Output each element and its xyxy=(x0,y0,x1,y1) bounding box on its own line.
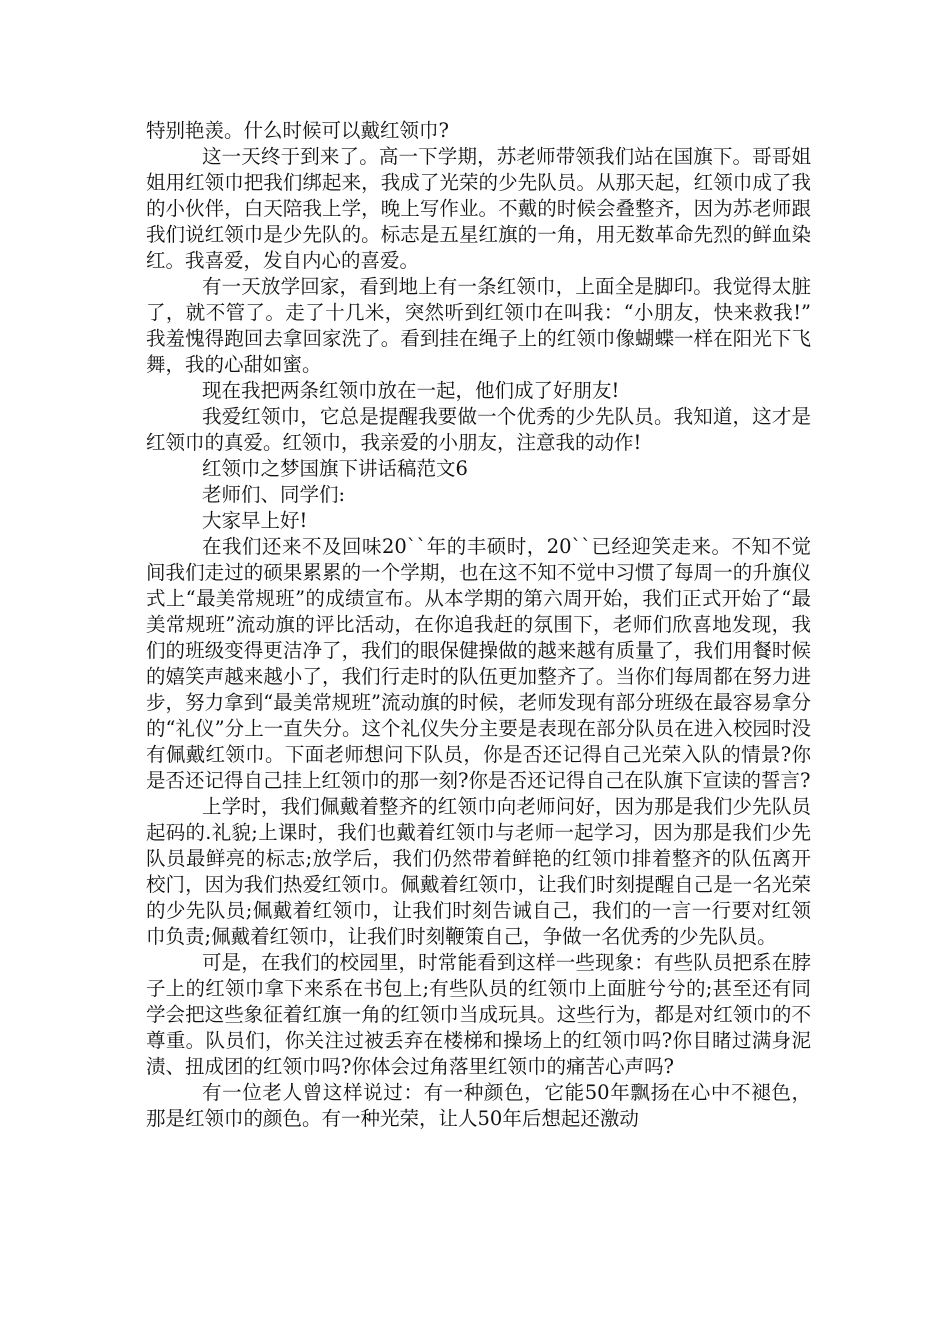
paragraph-7: 上学时，我们佩戴着整齐的红领巾向老师问好，因为那是我们少先队员起码的.礼貌;上课时，我们也戴着红领巾与老师一起学习，因为那是我们少先队员最鲜亮的标志;放学后，我们仍然带着鲜艳的红领巾排着整齐的队伍离开校门，因为我们热爱红领巾。佩戴着红领巾，让我们时刻提醒自己是一名光荣的少先队员;佩戴着红领巾，让我们时刻告诫自己，我们的一言一行要对红领巾负责;佩戴着红领巾，让我们时刻鞭策自己，争做一名优秀的少先队员。 xyxy=(146,795,811,948)
paragraph-6: 在我们还来不及回味20``年的丰硕时，20``已经迎笑走来。不知不觉间我们走过的硕果累累的一个学期，也在这不知不觉中习惯了每周一的升旗仪式上“最美常规班”的成绩宣布。从本学期的第六周开始，我们正式开始了“最美常规班”流动旗的评比活动，在你追我赶的氛围下，老师们欣喜地发现，我们的班级变得更洁净了，我们的眼保健操做的越来越有质量了，我们用餐时候的嬉笑声越来越小了，我们行走时的队伍更加整齐了。当你们每周都在努力进步，努力拿到“最美常规班”流动旗的时候，老师发现有部分班级在最容易拿分的“礼仪”分上一直失分。这个礼仪失分主要是表现在部分队员在进入校园时没有佩戴红领巾。下面老师想问下队员，你是否还记得自己光荣入队的情景?你是否还记得自己挂上红领巾的那一刻?你是否还记得自己在队旗下宣读的誓言? xyxy=(146,535,811,792)
paragraph-4: 现在我把两条红领巾放在一起，他们成了好朋友! xyxy=(202,379,620,402)
paragraph-1: 特别艳羡。什么时候可以戴红领巾? xyxy=(146,119,449,142)
paragraph-8: 可是，在我们的校园里，时常能看到这样一些现象：有些队员把系在脖子上的红领巾拿下来系在书包上;有些队员的红领巾上面脏兮兮的;甚至还有同学会把这些象征着红旗一角的红领巾当成玩具。这些行为，都是对红领巾的不尊重。队员们，你关注过被丢弃在楼梯和操场上的红领巾吗?你目睹过满身泥渍、扭成团的红领巾吗?你体会过角落里红领巾的痛苦心声吗? xyxy=(146,951,811,1078)
paragraph-9: 有一位老人曾这样说过：有一种颜色，它能50年飘扬在心中不褪色，那是红领巾的颜色。有一种光荣，让人50年后想起还激动 xyxy=(146,1081,811,1130)
paragraph-5: 我爱红领巾，它总是提醒我要做一个优秀的少先队员。我知道，这才是红领巾的真爱。红领巾，我亲爱的小朋友，注意我的动作! xyxy=(146,405,811,454)
salutation: 老师们、同学们: xyxy=(202,483,346,506)
document-body xyxy=(146,118,811,1132)
paragraph-3: 有一天放学回家，看到地上有一条红领巾，上面全是脚印。我觉得太脏了，就不管了。走了十几米，突然听到红领巾在叫我：“小朋友，快来救我!”我羞愧得跑回去拿回家洗了。看到挂在绳子上的红领巾像蝴蝶一样在阳光下飞舞，我的心甜如蜜。 xyxy=(146,275,811,376)
section-heading: 红领巾之梦国旗下讲话稿范文6 xyxy=(202,457,468,480)
paragraph-2: 这一天终于到来了。高一下学期，苏老师带领我们站在国旗下。哥哥姐姐用红领巾把我们绑起来，我成了光荣的少先队员。从那天起，红领巾成了我的小伙伴，白天陪我上学，晚上写作业。不戴的时候会叠整齐，因为苏老师跟我们说红领巾是少先队的。标志是五星红旗的一角，用无数革命先烈的鲜血染红。我喜爱，发自内心的喜爱。 xyxy=(146,145,811,272)
greeting: 大家早上好! xyxy=(202,509,308,532)
